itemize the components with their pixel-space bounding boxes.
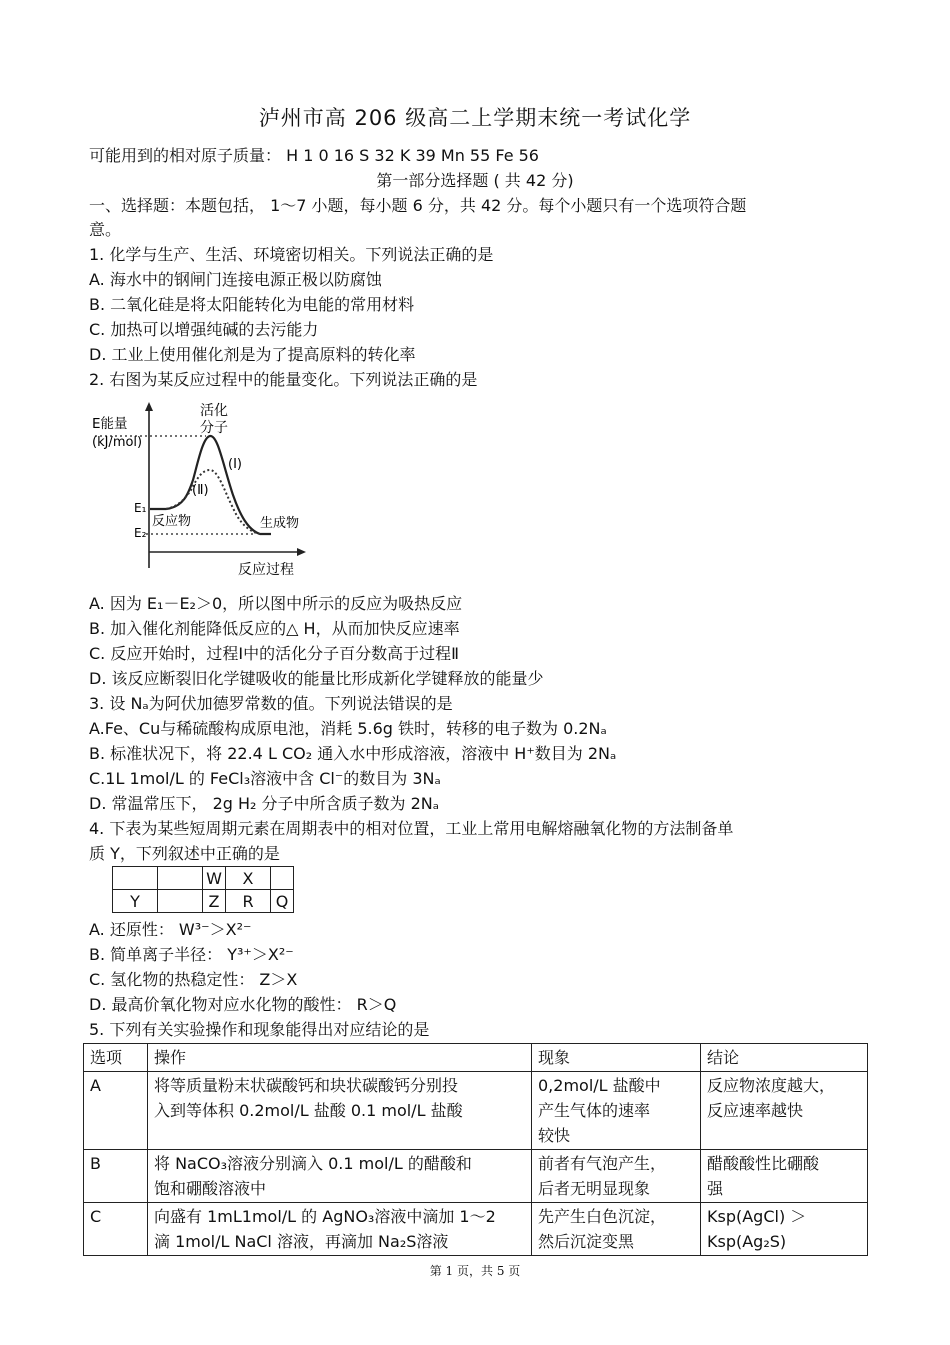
cell-line: 然后沉淀变黑	[538, 1232, 635, 1251]
q3-option-a: A.Fe、Cu与稀硫酸构成原电池，消耗 5.6g 铁时，转移的电子数为 0.2Nₐ	[89, 719, 607, 738]
cell-line: 产生气体的速率	[538, 1101, 651, 1120]
operation-cell	[148, 1150, 532, 1203]
conclusion-cell	[701, 1203, 868, 1256]
cell-line: 反应速率越快	[707, 1101, 804, 1120]
header-conclusion: 结论	[701, 1044, 868, 1072]
operation-cell	[148, 1203, 532, 1256]
part1-heading: 第一部分选择题 ( 共 42 分)	[376, 171, 574, 190]
table-cell: R	[226, 890, 271, 913]
reactant-label: 反应物	[152, 514, 192, 529]
e1-label: E₁	[134, 501, 147, 515]
cell-line: 滴 1mol/L NaCl 溶液，再滴加 Na₂S溶液	[154, 1232, 449, 1251]
table-cell	[271, 867, 294, 890]
table-cell: Z	[203, 890, 226, 913]
conclusion-cell	[701, 1072, 868, 1150]
section1-instructions: 一、选择题：本题包括， 1～7 小题，每小题 6 分，共 42 分。每个小题只有一个选项符合题	[89, 196, 747, 215]
cell-line: Ksp(Ag₂S)	[707, 1232, 787, 1251]
table-cell	[158, 890, 203, 913]
peak-label-2: 分子	[200, 420, 228, 436]
energy-diagram	[88, 400, 318, 582]
option-cell: A	[84, 1072, 148, 1150]
q3-stem: 3. 设 Nₐ为阿伏加德罗常数的值。下列说法错误的是	[89, 694, 453, 713]
curve-ii-label: (Ⅱ)	[192, 483, 209, 498]
cell-line: 醋酸酸性比硼酸	[707, 1154, 820, 1173]
q3-option-d: D. 常温常压下， 2g H₂ 分子中所含质子数为 2Nₐ	[89, 794, 440, 813]
table-cell: W	[203, 867, 226, 890]
header-option: 选项	[84, 1044, 148, 1072]
phenomenon-cell	[532, 1072, 701, 1150]
page-footer: 第 1 页，共 5 页	[429, 1264, 521, 1278]
table-cell: Y	[113, 890, 158, 913]
q2-stem: 2. 右图为某反应过程中的能量变化。下列说法正确的是	[89, 370, 478, 389]
cell-line: 入到等体积 0.2mol/L 盐酸 0.1 mol/L 盐酸	[154, 1101, 463, 1120]
q1-option-c: C. 加热可以增强纯碱的去污能力	[89, 320, 319, 339]
e2-label: E₂	[134, 526, 147, 540]
q2-option-b: B. 加入催化剂能降低反应的△ H，从而加快反应速率	[89, 619, 460, 638]
q4-option-c: C. 氢化物的热稳定性： Z＞X	[89, 970, 298, 989]
q4-stem-cont: 质 Y，下列叙述中正确的是	[89, 844, 280, 863]
table-header-row	[84, 1044, 868, 1072]
peak-label: 活化	[200, 403, 228, 419]
q4-option-a: A. 还原性： W³⁻＞X²⁻	[89, 920, 252, 939]
cell-line: 将等质量粉末状碳酸钙和块状碳酸钙分别投	[154, 1076, 459, 1095]
conclusion-cell	[701, 1150, 868, 1203]
q5-stem: 5. 下列有关实验操作和现象能得出对应结论的是	[89, 1020, 430, 1039]
phenomenon-cell	[532, 1150, 701, 1203]
cell-line: Ksp(AgCl) ＞	[707, 1207, 807, 1226]
q2-option-c: C. 反应开始时，过程Ⅰ中的活化分子百分数高于过程Ⅱ	[89, 644, 459, 663]
header-operation: 操作	[148, 1044, 532, 1072]
operation-cell	[148, 1072, 532, 1150]
y-axis-unit: (kJ/mol)	[92, 435, 143, 450]
q3-option-c: C.1L 1mol/L 的 FeCl₃溶液中含 Cl⁻的数目为 3Nₐ	[89, 769, 441, 788]
periodic-table-fragment	[112, 866, 294, 913]
table-row	[113, 890, 294, 913]
cell-line: 向盛有 1mL1mol/L 的 AgNO₃溶液中滴加 1～2	[154, 1207, 496, 1226]
y-axis-label: E能量	[92, 416, 128, 432]
q1-option-a: A. 海水中的钢闸门连接电源正极以防腐蚀	[89, 270, 382, 289]
page-title: 泸州市高 206 级高二上学期末统一考试化学	[258, 106, 692, 130]
atomic-masses: 可能用到的相对原子质量： H 1 0 16 S 32 K 39 Mn 55 Fe 56	[89, 146, 539, 165]
cell-line: 较快	[538, 1126, 571, 1145]
table-row	[84, 1150, 868, 1203]
cell-line: 强	[707, 1179, 724, 1198]
q3-option-b: B. 标准状况下，将 22.4 L CO₂ 通入水中形成溶液，溶液中 H⁺数目为 2Nₐ	[89, 744, 617, 763]
table-cell: X	[226, 867, 271, 890]
x-axis-label: 反应过程	[238, 562, 294, 578]
table-cell: Q	[271, 890, 294, 913]
q4-stem: 4. 下表为某些短周期元素在周期表中的相对位置，工业上常用电解熔融氧化物的方法制备单	[89, 819, 734, 838]
y-axis-arrow	[145, 402, 153, 411]
cell-line: 先产生白色沉淀，	[538, 1207, 667, 1226]
table-row	[84, 1072, 868, 1150]
option-cell: C	[84, 1203, 148, 1256]
cell-line: 饱和硼酸溶液中	[154, 1179, 267, 1198]
cell-line: 反应物浓度越大，	[707, 1076, 836, 1095]
table-row	[84, 1203, 868, 1256]
table-cell	[158, 867, 203, 890]
product-label: 生成物	[260, 516, 300, 531]
q2-option-a: A. 因为 E₁－E₂＞0，所以图中所示的反应为吸热反应	[89, 594, 463, 613]
table-row	[113, 867, 294, 890]
header-phenomenon: 现象	[532, 1044, 701, 1072]
q1-option-d: D. 工业上使用催化剂是为了提高原料的转化率	[89, 345, 416, 364]
cell-line: 前者有气泡产生，	[538, 1154, 667, 1173]
q1-stem: 1. 化学与生产、生活、环境密切相关。下列说法正确的是	[89, 245, 494, 264]
cell-line: 将 NaCO₃溶液分别滴入 0.1 mol/L 的醋酸和	[154, 1154, 472, 1173]
cell-line: 后者无明显现象	[538, 1179, 651, 1198]
x-axis-arrow	[297, 548, 306, 556]
q2-option-d: D. 该反应断裂旧化学键吸收的能量比形成新化学键释放的能量少	[89, 669, 544, 688]
option-cell: B	[84, 1150, 148, 1203]
q5-table	[83, 1043, 868, 1256]
curve-i-label: (Ⅰ)	[228, 457, 242, 472]
q1-option-b: B. 二氧化硅是将太阳能转化为电能的常用材料	[89, 295, 415, 314]
table-cell	[113, 867, 158, 890]
q4-option-d: D. 最高价氧化物对应水化物的酸性： R＞Q	[89, 995, 397, 1014]
cell-line: 0,2mol/L 盐酸中	[538, 1076, 661, 1095]
q4-option-b: B. 简单离子半径： Y³⁺＞X²⁻	[89, 945, 294, 964]
section1-instructions-cont: 意。	[89, 220, 122, 239]
phenomenon-cell	[532, 1203, 701, 1256]
